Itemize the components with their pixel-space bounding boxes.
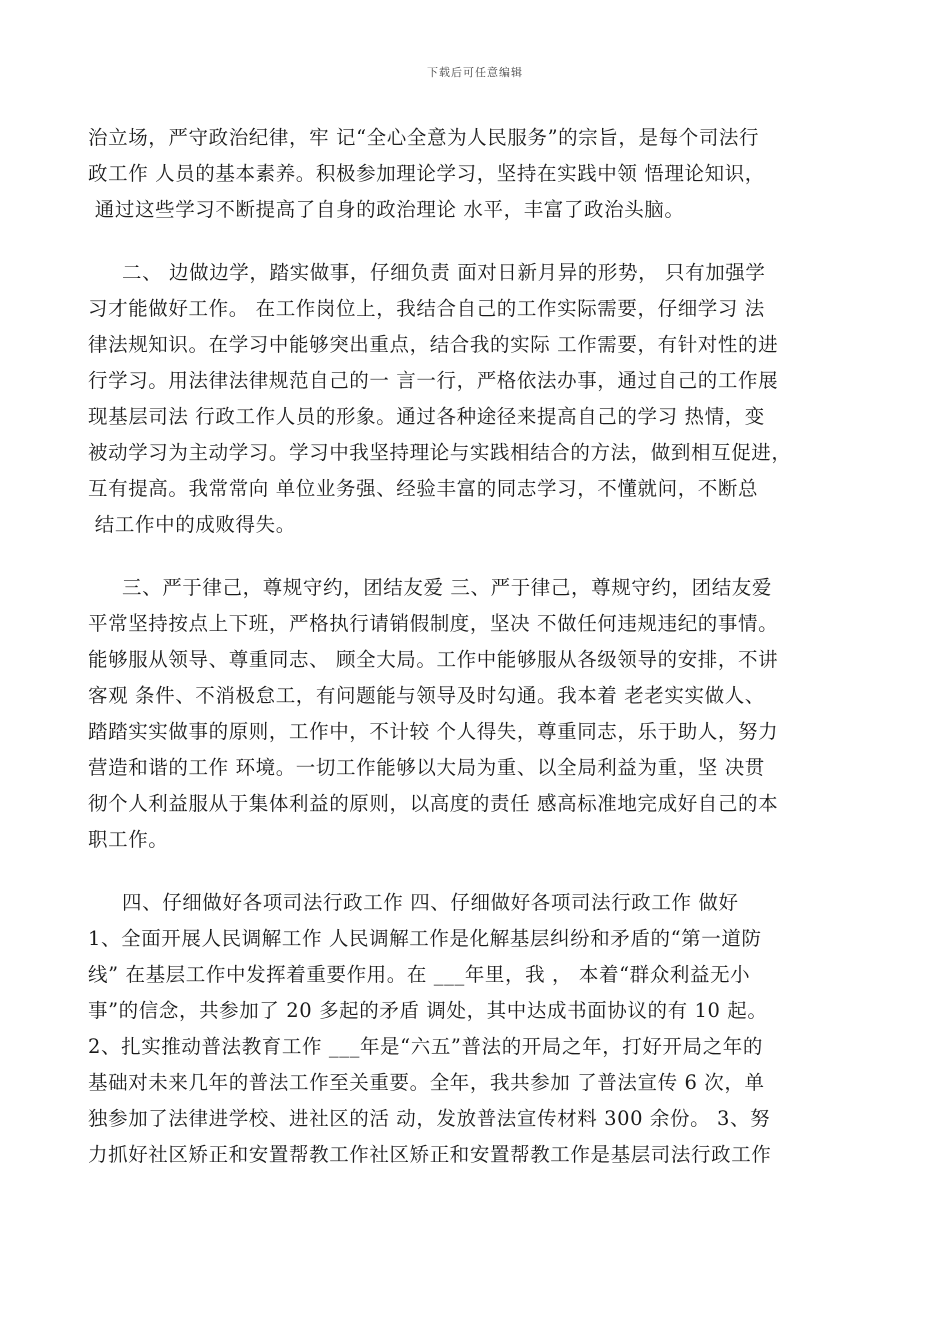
text-line: 二、 边做边学，踏实做事，仔细负责 面对日新月异的形势， 只有加强学 xyxy=(88,261,766,284)
text-line: 行学习。用法律法律规范自己的一 言一行，严格依法办事，通过自己的工作展 xyxy=(88,369,779,392)
text-line: 治立场，严守政治纪律，牢 记“全心全意为人民服务”的宗旨，是每个司法行 xyxy=(88,126,760,149)
text-line: 基础对未来几年的普法工作至关重要。全年，我共参加 了普法宣传 6 次，单 xyxy=(88,1071,765,1094)
text-line: 2、扎实推动普法教育工作 ___年是“六五”普法的开局之年，打好开局之年的 xyxy=(88,1035,763,1058)
text-line: 通过这些学习不断提高了自身的政治理论 水平，丰富了政治头脑。 xyxy=(88,198,685,221)
text-line: 营造和谐的工作 环境。一切工作能够以大局为重、以全局利益为重，坚 决贯 xyxy=(88,756,765,779)
text-line: 被动学习为主动学习。学习中我坚持理论与实践相结合的方法，做到相互促进， xyxy=(88,441,792,464)
text-line: 政工作 人员的基本素养。积极参加理论学习，坚持在实践中领 悟理论知识， xyxy=(88,162,765,185)
text-line: 能够服从领导、尊重同志、 顾全大局。工作中能够服从各级领导的安排，不讲 xyxy=(88,648,779,671)
text-line: 三、严于律己，尊规守约，团结友爱 三、严于律己，尊规守约，团结友爱 xyxy=(88,576,772,599)
text-line: 力抓好社区矫正和安置帮教工作社区矫正和安置帮教工作是基层司法行政工作 xyxy=(88,1143,772,1166)
text-line: 结工作中的成败得失。 xyxy=(88,513,296,536)
page-header: 下载后可任意编辑 xyxy=(427,66,523,79)
text-line: 1、全面开展人民调解工作 人民调解工作是化解基层纠纷和矛盾的“第一道防 xyxy=(88,927,762,950)
text-line: 互有提高。我常常向 单位业务强、经验丰富的同志学习，不懂就问，不断总 xyxy=(88,477,759,500)
paragraph-political-study xyxy=(88,120,868,228)
text-line: 职工作。 xyxy=(88,828,169,851)
paragraph-learn-while-working xyxy=(88,255,868,543)
text-line: 平常坚持按点上下班，严格执行请销假制度，坚决 不做任何违规违纪的事情。 xyxy=(88,612,779,635)
paragraph-self-discipline xyxy=(88,570,868,858)
text-line: 律法规知识。在学习中能够突出重点，结合我的实际 工作需要，有针对性的进 xyxy=(88,333,779,356)
text-line: 彻个人利益服从于集体利益的原则，以高度的责任 感高标准地完成好自己的本 xyxy=(88,792,779,815)
text-line: 独参加了法律进学校、进社区的活 动，发放普法宣传材料 300 余份。 3、努 xyxy=(88,1107,771,1130)
paragraph-judicial-work xyxy=(88,885,868,1173)
document-body xyxy=(88,120,868,1200)
text-line: 线” 在基层工作中发挥着重要作用。在 ___年里，我 ， 本着“群众利益无小 xyxy=(88,963,751,986)
text-line: 客观 条件、不消极怠工，有问题能与领导及时勾通。我本着 老老实实做人、 xyxy=(88,684,765,707)
text-line: 习才能做好工作。 在工作岗位上，我结合自己的工作实际需要，仔细学习 法 xyxy=(88,297,765,320)
text-line: 事”的信念，共参加了 20 多起的矛盾 调处，其中达成书面协议的有 10 起。 xyxy=(88,999,768,1022)
text-line: 现基层司法 行政工作人员的形象。通过各种途径来提高自己的学习 热情，变 xyxy=(88,405,765,428)
text-line: 踏踏实实做事的原则，工作中，不计较 个人得失，尊重同志，乐于助人，努力 xyxy=(88,720,779,743)
text-line: 四、仔细做好各项司法行政工作 四、仔细做好各项司法行政工作 做好 xyxy=(88,891,739,914)
